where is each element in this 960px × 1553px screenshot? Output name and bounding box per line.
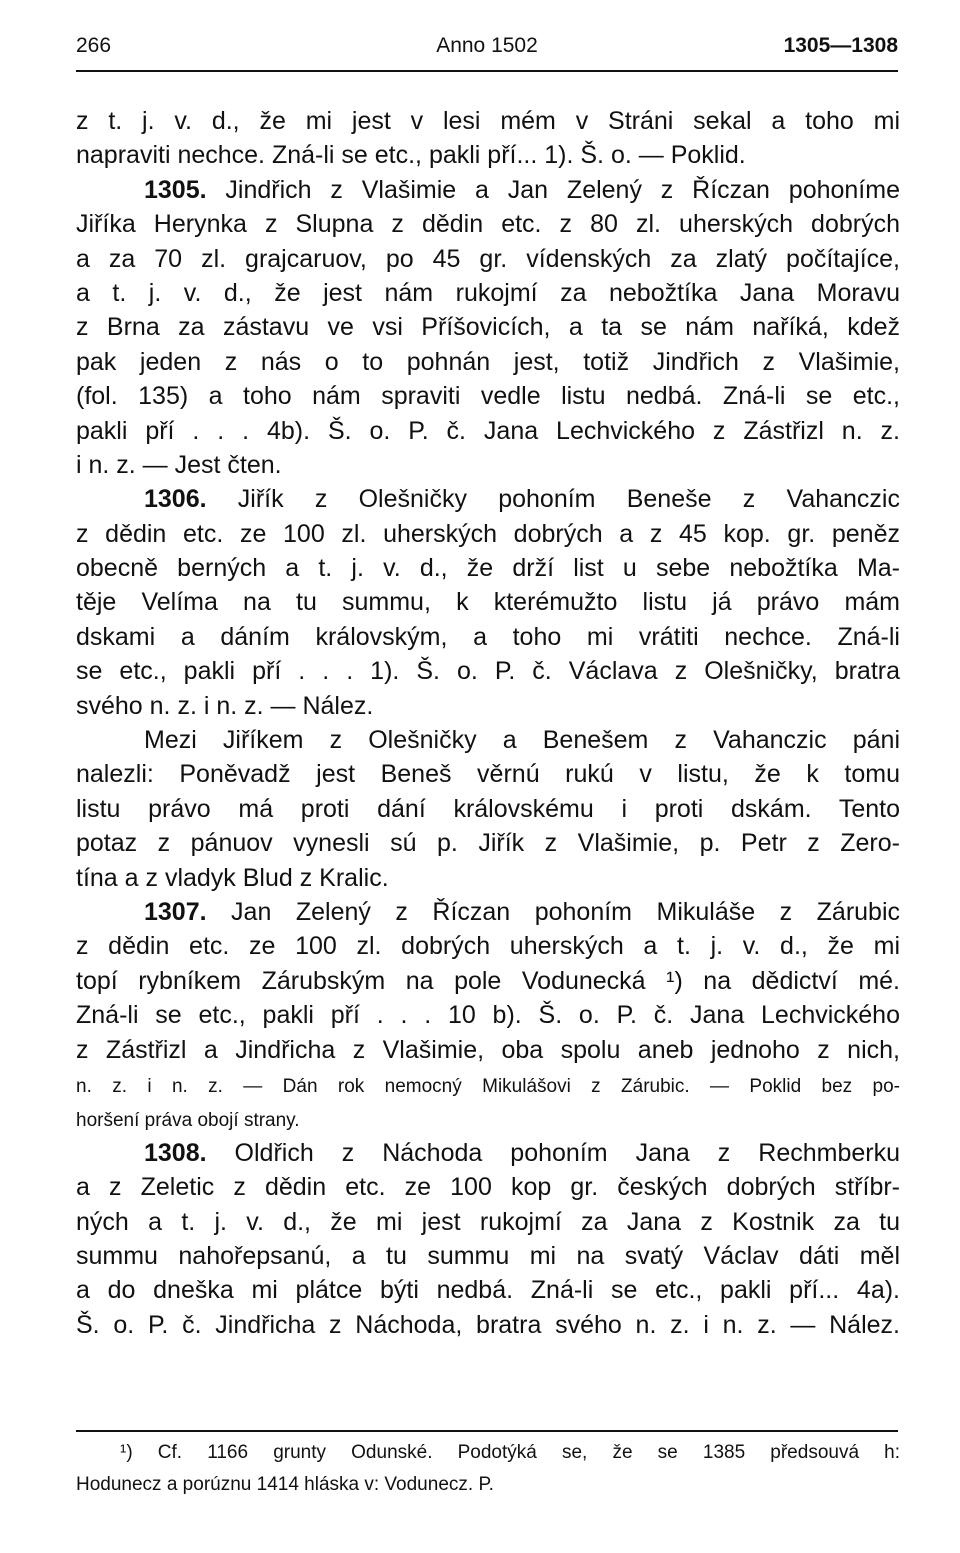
line-text: z Zástřizl a Jindřicha z Vlašimie, oba spolu aneb jednoho z nich,: [76, 1035, 900, 1064]
text-line: [76, 895, 900, 929]
footnote-line: Hodunecz a porúznu 1414 hláska v: Vodunecz. P.: [76, 1474, 494, 1495]
line-text: Jan Zelený z Říczan pohoním Mikuláše z Zárubic: [206, 897, 900, 926]
text-line: [76, 620, 900, 654]
text-line: [76, 998, 900, 1032]
text-line: [76, 1273, 900, 1307]
line-text: ných a t. j. v. d., že mi jest rukojmí za Jana z Kostnik za tu: [76, 1207, 900, 1236]
line-text: a za 70 zl. grajcaruov, po 45 gr. vídenských za zlatý počítajíce,: [76, 244, 900, 273]
footnote-line: ¹) Cf. 1166 grunty Odunské. Podotýká se, že se 1385 předsouvá h:: [120, 1442, 900, 1463]
line-text: obecně berných a t. j. v. d., že drží list u sebe nebožtíka Ma-: [76, 554, 900, 583]
text-line: [76, 1136, 900, 1170]
line-text: Jiříka Herynka z Slupna z dědin etc. z 80 zl. uherských dobrých: [76, 210, 900, 239]
line-text: z t. j. v. d., že mi jest v lesi mém v Stráni sekal a toho mi: [76, 107, 900, 135]
text-line: [76, 792, 900, 826]
footnotes: [76, 1437, 900, 1501]
text-line: [76, 310, 900, 344]
line-text: pak jeden z nás o to pohnán jest, totiž Jindřich z Vlašimie,: [76, 347, 900, 376]
line-text: listu právo má proti dání královskému i proti dskám. Tento: [76, 794, 900, 823]
line-text: z dědin etc. ze 100 zl. dobrých uherských a t. j. v. d., že mi: [76, 932, 900, 961]
text-line: [76, 448, 900, 482]
line-text: se etc., pakli pří . . . 1). Š. o. P. č. Václava z Olešničky, bratra: [76, 657, 900, 686]
text-line: [76, 1067, 900, 1101]
text-line: [76, 861, 900, 895]
text-line: [76, 379, 900, 413]
text-line: [76, 826, 900, 860]
line-text: n. z. i n. z. — Dán rok nemocný Mikulášovi z Zárubic. — Poklid bez po-: [76, 1075, 900, 1097]
text-line: [76, 1101, 900, 1135]
running-title: Anno 1502: [436, 34, 538, 57]
entry-number: 1306.: [144, 485, 207, 514]
text-line: [76, 345, 900, 379]
line-text: Oldřich z Náchoda pohoním Jana z Rechmberku: [206, 1138, 900, 1167]
line-text: summu nahořepsanú, a tu summu mi na svatý Václav dáti měl: [76, 1241, 900, 1270]
entry-number: 1305.: [144, 175, 207, 204]
entry-number: 1307.: [144, 897, 207, 926]
text-line: [76, 1170, 900, 1204]
line-text: z dědin etc. ze 100 zl. uherských dobrých a z 45 kop. gr. peněz: [76, 519, 900, 548]
text-line: [76, 482, 900, 516]
text-line: [76, 1033, 900, 1067]
line-text: tína a z vladyk Blud z Kralic.: [76, 863, 389, 892]
text-line: [76, 1239, 900, 1273]
text-line: [76, 207, 900, 241]
text-line: [76, 276, 900, 310]
text-line: [76, 757, 900, 791]
text-line: [76, 517, 900, 551]
text-line: [76, 414, 900, 448]
text-line: [76, 1205, 900, 1239]
text-line: [76, 689, 900, 723]
line-text: svého n. z. i n. z. — Nález.: [76, 691, 374, 720]
line-text: Zná-li se etc., pakli pří . . . 10 b). Š. o. P. č. Jana Lechvického: [76, 1001, 900, 1030]
footnote-rule: [76, 1430, 898, 1432]
entry-number: 1308.: [144, 1138, 207, 1167]
text-line: [76, 723, 900, 757]
text-line: [76, 654, 900, 688]
entry-range: 1305—1308: [783, 34, 898, 57]
text-line: [76, 551, 900, 585]
main-text: [76, 104, 900, 1342]
header-rule: [76, 70, 898, 72]
line-text: potaz z pánuov vynesli sú p. Jiřík z Vlašimie, p. Petr z Zero-: [76, 829, 900, 858]
text-line: [76, 1308, 900, 1342]
page-number: 266: [76, 34, 112, 57]
line-text: napraviti nechce. Zná-li se etc., pakli pří... 1). Š. o. — Poklid.: [76, 141, 746, 170]
line-text: topí rybníkem Zárubským na pole Vodunecká ¹) na dědictví mé.: [76, 966, 900, 995]
line-text: Mezi Jiříkem z Olešničky a Benešem z Vahanczic páni: [144, 726, 900, 755]
line-text: (fol. 135) a toho nám spraviti vedle listu nedbá. Zná-li se etc.,: [76, 382, 900, 411]
text-line: [76, 104, 900, 138]
text-line: [76, 585, 900, 619]
line-text: a z Zeletic z dědin etc. ze 100 kop gr. českých dobrých stříbr-: [76, 1173, 900, 1202]
line-text: horšení práva obojí strany.: [76, 1110, 300, 1132]
line-text: nalezli: Poněvadž jest Beneš věrnú rukú v listu, že k tomu: [76, 760, 900, 789]
text-line: [76, 138, 900, 172]
line-text: a do dneška mi plátce býti nedbá. Zná-li se etc., pakli pří... 4a).: [76, 1276, 900, 1305]
line-text: Jindřich z Vlašimie a Jan Zelený z Říczan pohoníme: [206, 175, 900, 204]
line-text: pakli pří . . . 4b). Š. o. P. č. Jana Lechvického z Zástřizl n. z.: [76, 416, 900, 445]
line-text: i n. z. — Jest čten.: [76, 450, 282, 479]
text-line: [76, 173, 900, 207]
text-line: [76, 964, 900, 998]
text-line: [76, 929, 900, 963]
line-text: Š. o. P. č. Jindřicha z Náchoda, bratra svého n. z. i n. z. — Nález.: [76, 1310, 900, 1339]
page-header: [76, 34, 898, 68]
line-text: z Brna za zástavu ve vsi Příšovicích, a ta se nám naříká, kdež: [76, 313, 900, 342]
line-text: a t. j. v. d., že jest nám rukojmí za nebožtíka Jana Moravu: [76, 278, 900, 307]
line-text: Jiřík z Olešničky pohoním Beneše z Vahanczic: [206, 485, 900, 514]
line-text: dskami a dáním královským, a toho mi vrátiti nechce. Zná-li: [76, 622, 900, 651]
line-text: těje Velíma na tu summu, k kterémužto listu já právo mám: [76, 588, 900, 617]
text-line: [76, 242, 900, 276]
